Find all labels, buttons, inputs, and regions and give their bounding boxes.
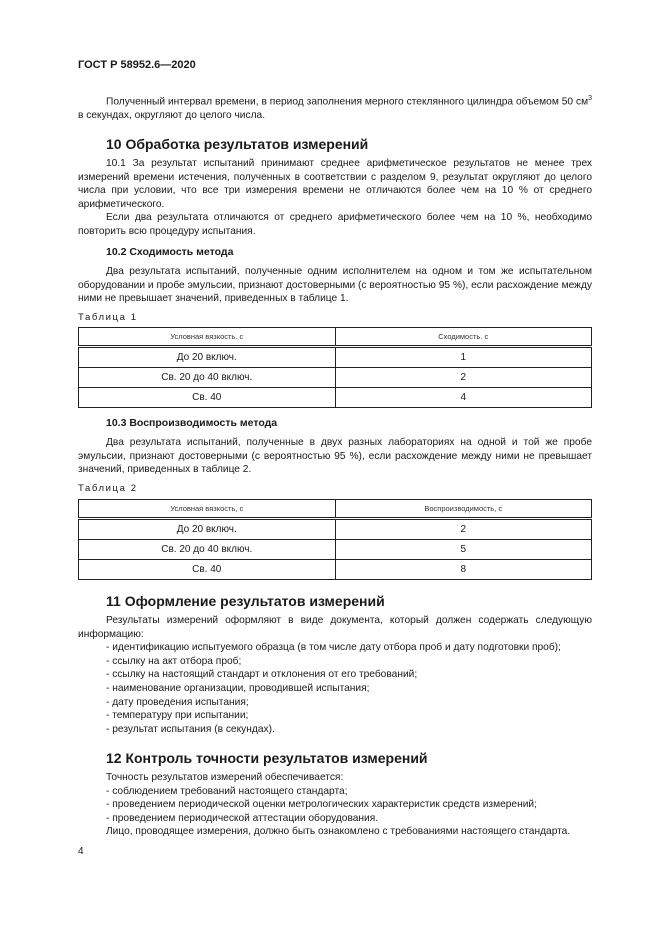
table-2 (78, 499, 592, 580)
table-row (79, 368, 592, 388)
section-10-1-paragraph-2: Если два результата отличаются от среднего арифметического более чем на 10 %, необходимо повторить всю процедуру испытания. (78, 212, 592, 237)
table-1-caption: Таблица 1 (78, 312, 138, 323)
section-12-intro: Точность результатов измерений обеспечивается: (106, 772, 344, 783)
list-item: - дату проведения испытания; (106, 696, 249, 708)
table-row (79, 519, 592, 540)
table-row (79, 347, 592, 368)
table-1-header-viscosity: Условная вязкость. с (79, 328, 336, 347)
section-10-title: 10 Обработка результатов измерений (106, 136, 369, 152)
list-item: - результат испытания (в секундах). (106, 723, 275, 735)
table-cell: 8 (335, 560, 592, 580)
section-11-intro: Результаты измерений оформляют в виде документа, который должен содержать следующую информацию: (78, 615, 592, 640)
table-cell: Св. 20 до 40 включ. (79, 540, 336, 560)
table-cell: До 20 включ. (79, 347, 336, 368)
table-cell: До 20 включ. (79, 519, 336, 540)
table-row (79, 388, 592, 408)
list-item: - ссылку на настоящий стандарт и отклонения от его требований; (106, 669, 418, 681)
list-item: - идентификацию испытуемого образца (в том числе дату отбора проб и дату подготовки проб); (106, 642, 561, 654)
list-item: - ссылку на акт отбора проб; (106, 655, 242, 667)
page-number: 4 (78, 846, 84, 857)
section-10-2-title: 10.2 Сходимость метода (106, 246, 234, 258)
table-1 (78, 327, 592, 408)
intro-text-end: в секундах, округляют до целого числа. (78, 109, 266, 121)
table-cell: Св. 20 до 40 включ. (79, 368, 336, 388)
document-header: ГОСТ Р 58952.6—2020 (78, 59, 196, 71)
section-12-outro: Лицо, проводящее измерения, должно быть ознакомлено с требованиями настоящего стандарта. (106, 826, 571, 838)
table-1-header-convergence: Сходимость. с (335, 328, 592, 347)
table-row (79, 540, 592, 560)
section-10-3-paragraph: Два результата испытаний, полученные в двух разных лабораториях на одной и той же пробе эмульсии, признают достоверными (с вероятностью 95 %), если расхождение между ними не превышает значений, приведенных в таблице 2. (78, 437, 592, 476)
list-item: - соблюдением требований настоящего стандарта; (106, 785, 348, 797)
section-10-3-title: 10.3 Воспроизводимость метода (106, 417, 278, 429)
table-cell: 2 (335, 519, 592, 540)
table-2-header-reproducibility: Воспроизводимость, с (335, 500, 592, 519)
list-item: - проведением периодической оценки метрологических характеристик средств измерений; (106, 799, 537, 811)
table-2-caption: Таблица 2 (78, 483, 138, 494)
table-row (79, 560, 592, 580)
superscript: 3 (588, 95, 592, 102)
table-cell: 4 (335, 388, 592, 408)
table-cell: 2 (335, 368, 592, 388)
section-12-title: 12 Контроль точности результатов измерений (106, 750, 428, 766)
table-cell: 5 (335, 540, 592, 560)
list-item: - наименование организации, проводившей испытания; (106, 682, 370, 694)
intro-paragraph (78, 92, 592, 123)
section-11-title: 11 Оформление результатов измерений (106, 593, 385, 609)
intro-text: Полученный интервал времени, в период заполнения мерного стеклянного цилиндра объемом 50 см (106, 96, 589, 108)
list-item: - температуру при испытании; (106, 710, 249, 722)
section-10-1-paragraph: 10.1 За результат испытаний принимают среднее арифметическое результатов не менее трех измерений времени истечения, полученных в соответствии с разделом 9, результат округляют до целого числа при условии, что все три измерения времени не отличаются более чем на 10 % от среднего арифметического. (78, 158, 592, 210)
table-cell: Св. 40 (79, 388, 336, 408)
table-cell: 1 (335, 347, 592, 368)
table-2-header-viscosity: Условная вязкость, с (79, 500, 336, 519)
table-cell: Св. 40 (79, 560, 336, 580)
list-item: - проведением периодической аттестации оборудования. (106, 812, 379, 824)
section-10-2-paragraph: Два результата испытаний, полученные одним исполнителем на одном и том же испытательном оборудовании и пробе эмульсии, признают достоверными (с вероятностью 95 %), если расхождение между ними не превышает значений, приведенных в таблице 1. (78, 266, 592, 305)
